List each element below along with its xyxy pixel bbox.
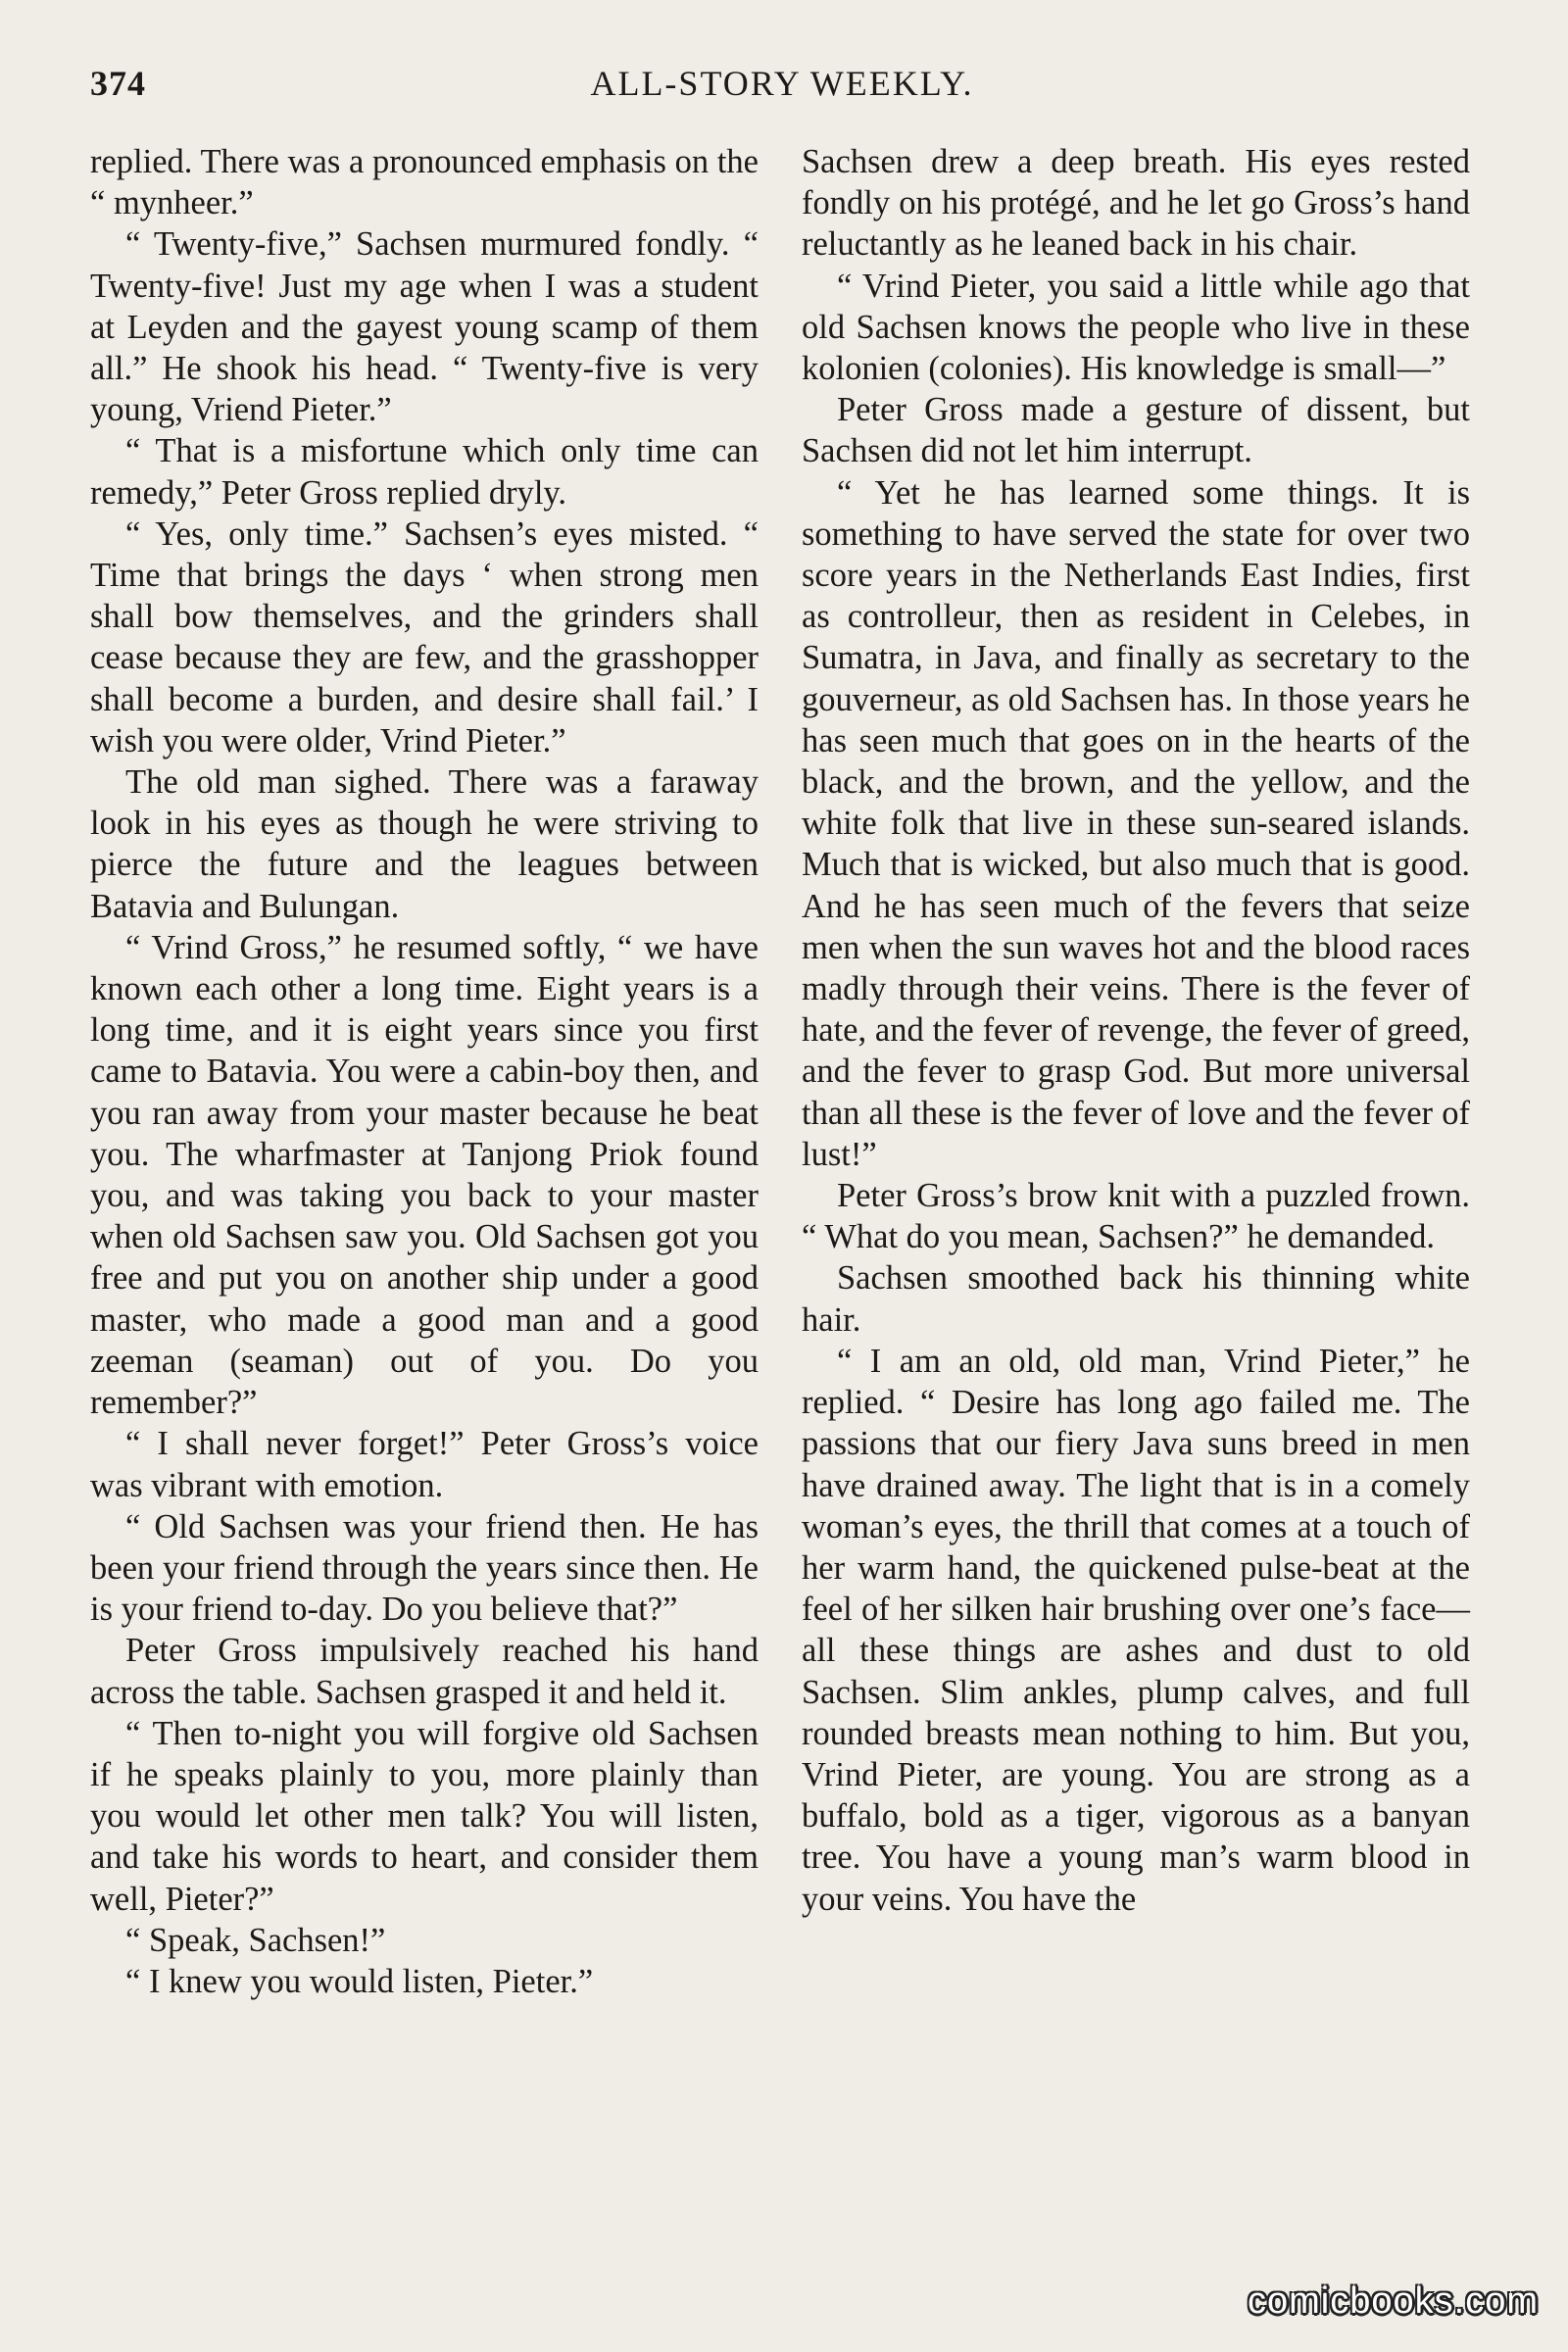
page-number: 374 (90, 64, 146, 103)
paragraph: “ Yet he has learned some things. It is something to have served the state for over two score years in the Netherlands East Indies, first as controlleur, then as resident in Celebes, in Sumatra, in Java, and finally as secretary to the gouverneur, as old Sachsen has. In those years he has seen much that goes on in the hearts of the black, and the brown, and the yellow, and the white folk that live in these sun-seared islands. Much that is wicked, but also much that is good. And he has seen much of the fevers that seize men when the sun waves hot and the blood races madly through their veins. There is the fever of hate, and the fever of revenge, the fever of greed, and the fever to grasp God. But more universal than all these is the fever of love and the fever of lust!” (802, 473, 1470, 1173)
right-column (802, 141, 1470, 1920)
running-head: ALL-STORY WEEKLY. (590, 64, 974, 103)
paragraph: “ I knew you would listen, Pieter.” (125, 1962, 594, 2000)
paragraph: “ That is a misfortune which only time can remedy,” Peter Gross replied dryly. (90, 432, 759, 512)
left-column (90, 141, 759, 2002)
paragraph: “ Speak, Sachsen!” (125, 1921, 386, 1959)
paragraph: Sachsen smoothed back his thinning white hair. (802, 1259, 1470, 1339)
paragraph: “ I am an old, old man, Vrind Pieter,” he replied. “ Desire has long ago failed me. The passions that our fiery Java suns breed in men have drained away. The light that is in a comely woman’s eyes, the thrill that comes at a touch of her warm hand, the quickened pulse-beat at the feel of her silken hair brushing over one’s face—all these things are ashes and dust to old Sachsen. Slim ankles, plump calves, and full rounded breasts mean nothing to him. But you, Vrind Pieter, are young. You are strong as a buffalo, bold as a tiger, vigorous as a banyan tree. You have a young man’s warm blood in your veins. You have the (802, 1342, 1470, 1918)
paragraph: Peter Gross made a gesture of dissent, but Sachsen did not let him interrupt. (802, 391, 1470, 470)
paragraph: “ Vrind Gross,” he resumed softly, “ we have known each other a long time. Eight years is a long time, and it is eight years since you first came to Batavia. You were a cabin-boy then, and you ran away from your master because he beat you. The wharfmaster at Tanjong Priok found you, and was taking you back to your master when old Sachsen saw you. Old Sachsen got you free and put you on another ship under a good master, who made a good man and a good zeeman (seaman) out of you. Do you remember?” (90, 928, 759, 1422)
paragraph: “ Old Sachsen was your friend then. He has been your friend through the years since then. He is your friend to-day. Do you believe that?” (90, 1507, 759, 1629)
page-header (90, 63, 1474, 118)
paragraph: Sachsen drew a deep breath. His eyes rested fondly on his protégé, and he let go Gross’s hand reluctantly as he leaned back in his chair. (802, 143, 1470, 264)
watermark: comicbooks.com (1248, 2280, 1539, 2322)
paragraph: “ I shall never forget!” Peter Gross’s voice was vibrant with emotion. (90, 1425, 759, 1504)
paragraph: “ Twenty-five,” Sachsen murmured fondly. “ Twenty-five! Just my age when I was a student at Leyden and the gayest young scamp of them all.” He shook his head. “ Twenty-five is very young, Vriend Pieter.” (90, 225, 759, 429)
paragraph: Peter Gross’s brow knit with a puzzled frown. “ What do you mean, Sachsen?” he demanded. (802, 1177, 1470, 1256)
paragraph: “ Then to-night you will forgive old Sachsen if he speaks plainly to you, more plainly than you would let other men talk? You will listen, and take his words to heart, and consider them well, Pieter?” (90, 1714, 759, 1918)
paragraph: Peter Gross impulsively reached his hand across the table. Sachsen grasped it and held it. (90, 1632, 759, 1711)
paragraph: “ Yes, only time.” Sachsen’s eyes misted. “ Time that brings the days ‘ when strong men shall bow themselves, and the grinders shall cease because they are few, and the grasshopper shall become a burden, and desire shall fail.’ I wish you were older, Vrind Pieter.” (90, 514, 759, 760)
paragraph: replied. There was a pronounced emphasis on the “ mynheer.” (90, 143, 759, 222)
paragraph: “ Vrind Pieter, you said a little while ago that old Sachsen knows the people who live in these kolonien (colonies). His knowledge is small—” (802, 267, 1470, 388)
paragraph: The old man sighed. There was a faraway look in his eyes as though he were striving to pierce the future and the leagues between Batavia and Bulungan. (90, 763, 759, 925)
